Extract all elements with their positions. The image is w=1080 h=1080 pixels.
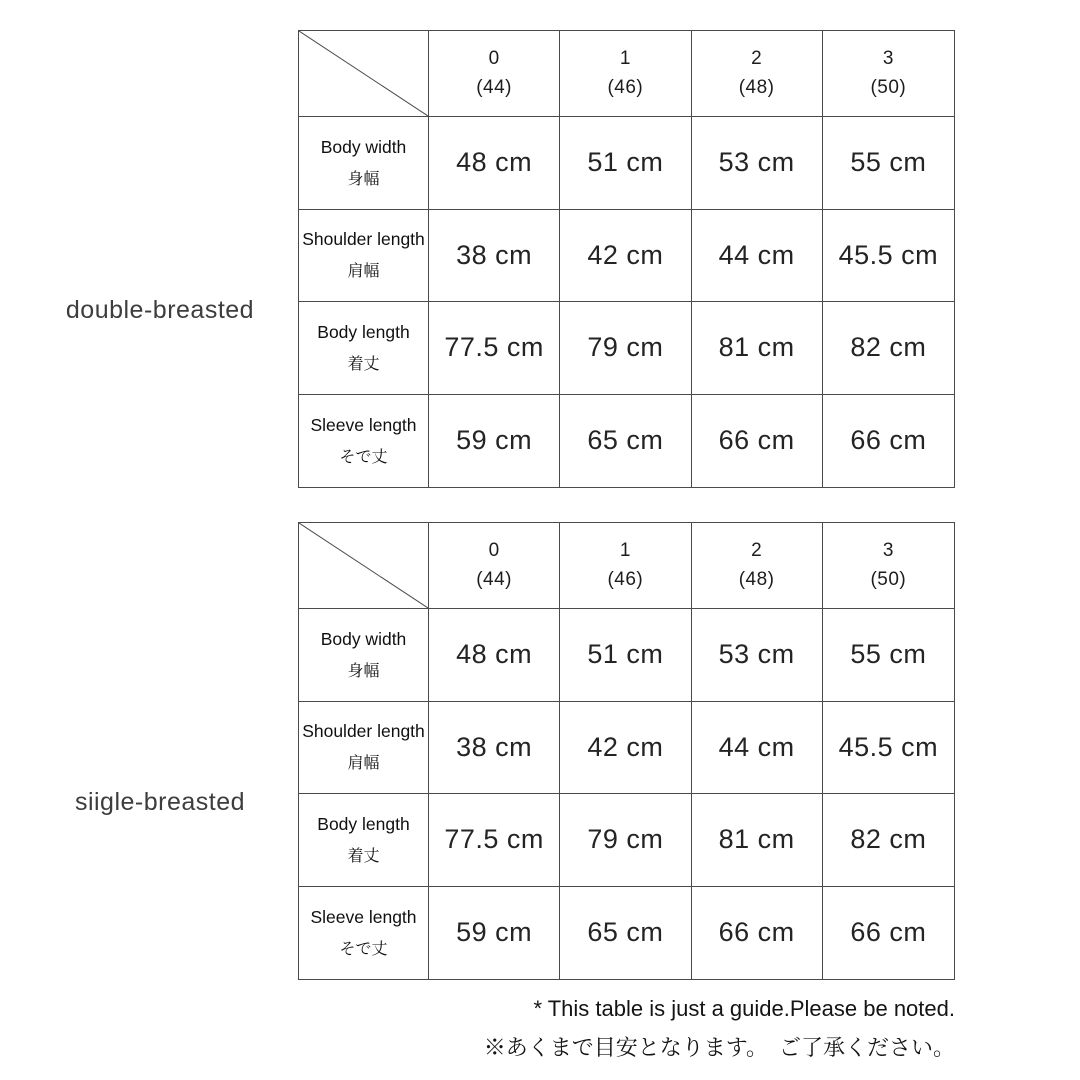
side-label-double-breasted: double-breasted bbox=[65, 296, 255, 324]
row-label-jp: そで丈 bbox=[339, 448, 388, 466]
size-column-header bbox=[823, 523, 954, 609]
size-value-cell: 55 cm bbox=[823, 117, 954, 210]
size-number: 2 bbox=[751, 540, 763, 561]
size-value-cell: 66 cm bbox=[850, 917, 927, 948]
size-number: 0 bbox=[488, 48, 500, 69]
row-label-jp: 肩幅 bbox=[347, 263, 380, 281]
size-value-cell: 65 cm bbox=[560, 887, 691, 980]
size-value-cell: 66 cm bbox=[692, 887, 823, 980]
size-column-header bbox=[429, 31, 560, 117]
size-value-cell: 65 cm bbox=[560, 395, 691, 488]
footnotes bbox=[484, 996, 955, 1062]
size-value-cell: 38 cm bbox=[429, 210, 560, 303]
size-eu: (46) bbox=[607, 569, 644, 590]
size-number: 2 bbox=[751, 48, 763, 69]
row-label-jp: 肩幅 bbox=[347, 755, 380, 773]
size-value-cell: 77.5 cm bbox=[429, 794, 560, 887]
size-value-cell: 48 cm bbox=[429, 609, 560, 702]
size-eu: (50) bbox=[870, 569, 907, 590]
row-label-jp: 着丈 bbox=[347, 847, 380, 865]
corner-cell bbox=[299, 523, 429, 609]
size-eu: (48) bbox=[738, 569, 775, 590]
size-column-header bbox=[823, 31, 954, 117]
row-label-shoulder-length bbox=[299, 702, 429, 795]
size-value-cell: 77.5 cm bbox=[429, 302, 560, 395]
size-column-header bbox=[560, 523, 691, 609]
size-value-cell: 59 cm bbox=[429, 887, 560, 980]
size-number: 3 bbox=[882, 540, 894, 561]
size-number: 0 bbox=[488, 540, 500, 561]
size-value-cell: 79 cm bbox=[560, 794, 691, 887]
size-value-cell: 42 cm bbox=[560, 210, 691, 303]
size-eu: (50) bbox=[870, 77, 907, 98]
size-value-cell: 55 cm bbox=[823, 609, 954, 702]
size-value-cell: 53 cm bbox=[692, 117, 823, 210]
size-number: 1 bbox=[619, 48, 631, 69]
size-value-cell: 45.5 cm bbox=[823, 702, 954, 795]
size-column-header bbox=[429, 523, 560, 609]
row-label-jp: 身幅 bbox=[347, 662, 380, 680]
side-label-single-breasted: siigle-breasted bbox=[74, 788, 246, 816]
row-label-en: Body width bbox=[320, 628, 407, 649]
size-eu: (46) bbox=[607, 77, 644, 98]
size-eu: (44) bbox=[476, 569, 513, 590]
size-value-cell: 81 cm bbox=[692, 794, 823, 887]
size-column-header bbox=[560, 31, 691, 117]
size-table-double-breasted bbox=[298, 30, 955, 488]
size-eu: (48) bbox=[738, 77, 775, 98]
size-value-cell: 51 cm bbox=[560, 117, 691, 210]
size-number: 1 bbox=[619, 540, 631, 561]
row-label-en: Sleeve length bbox=[310, 414, 417, 435]
corner-cell bbox=[299, 31, 429, 117]
size-column-header bbox=[692, 523, 823, 609]
size-value-cell: 38 cm bbox=[429, 702, 560, 795]
row-label-en: Sleeve length bbox=[310, 906, 417, 927]
row-label-body-width bbox=[299, 117, 429, 210]
row-label-jp: 着丈 bbox=[347, 355, 380, 373]
size-value-cell: 48 cm bbox=[429, 117, 560, 210]
row-label-jp: そで丈 bbox=[339, 940, 388, 958]
size-value-cell: 44 cm bbox=[692, 702, 823, 795]
row-label-body-width bbox=[299, 609, 429, 702]
size-value-cell: 45.5 cm bbox=[823, 210, 954, 303]
size-value-cell: 44 cm bbox=[692, 210, 823, 303]
row-label-shoulder-length bbox=[299, 210, 429, 303]
size-value-cell: 66 cm bbox=[692, 395, 823, 488]
diagonal-line bbox=[299, 523, 428, 608]
row-label-en: Body length bbox=[317, 321, 410, 342]
size-value-cell: 42 cm bbox=[560, 702, 691, 795]
size-number: 3 bbox=[882, 48, 894, 69]
footnote-jp: ※あくまで目安となります。 ご了承ください。 bbox=[483, 1035, 955, 1061]
row-label-body-length bbox=[299, 302, 429, 395]
row-label-en: Shoulder length bbox=[302, 229, 425, 250]
row-label-sleeve-length bbox=[299, 887, 429, 980]
row-label-body-length bbox=[299, 794, 429, 887]
size-value-cell: 53 cm bbox=[692, 609, 823, 702]
row-label-sleeve-length bbox=[299, 395, 429, 488]
size-value-cell: 66 cm bbox=[850, 425, 927, 456]
size-value-cell: 79 cm bbox=[560, 302, 691, 395]
size-table-single-breasted bbox=[298, 522, 955, 980]
size-value-cell: 59 cm bbox=[429, 395, 560, 488]
size-value-cell: 82 cm bbox=[823, 302, 954, 395]
size-value-cell: 82 cm bbox=[823, 794, 954, 887]
row-label-en: Shoulder length bbox=[302, 721, 425, 742]
size-value-cell: 81 cm bbox=[692, 302, 823, 395]
diagonal-line bbox=[299, 31, 428, 116]
size-column-header bbox=[692, 31, 823, 117]
row-label-jp: 身幅 bbox=[347, 170, 380, 188]
row-label-en: Body length bbox=[317, 813, 410, 834]
size-eu: (44) bbox=[476, 77, 513, 98]
size-value-cell: 51 cm bbox=[560, 609, 691, 702]
footnote-en: * This table is just a guide.Please be noted. bbox=[533, 996, 955, 1021]
row-label-en: Body width bbox=[320, 136, 407, 157]
